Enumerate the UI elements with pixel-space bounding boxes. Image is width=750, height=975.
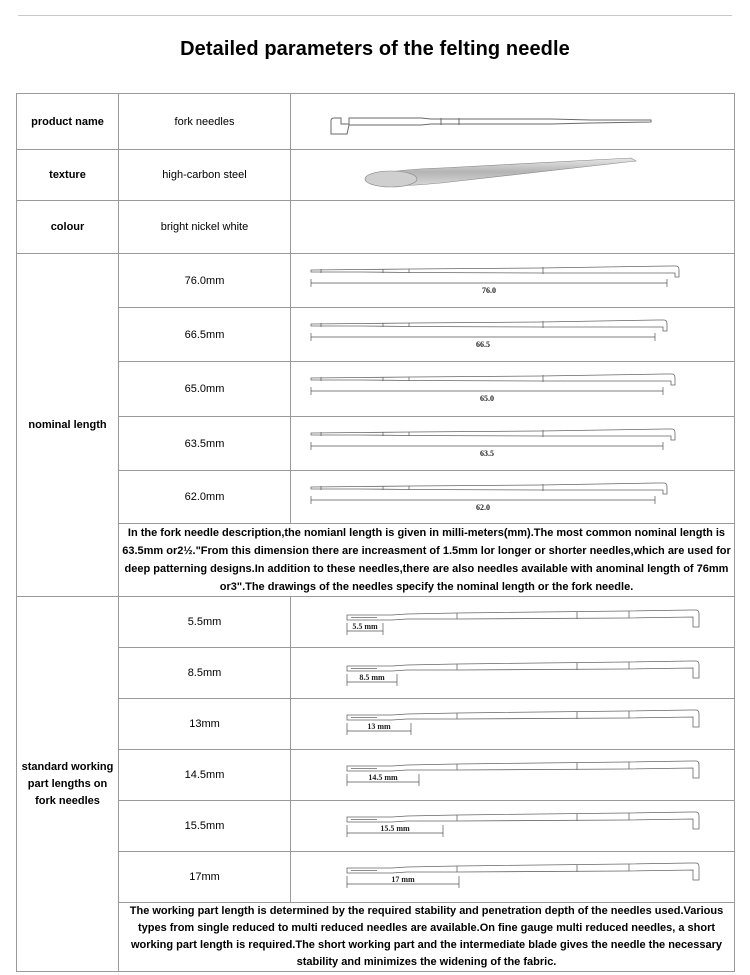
nominal-length-note: In the fork needle description,the nomianl length is given in milli-meters(mm).The most common nominal length is 63.5mm or2½."From this dimension there are increasment of 1.5mm lor longer or shorter needles,which are used for deep patterning designs.In addition to these needles,there are also needles available with anominal length of 76mm or3".The drawings of the needles specify the nominal length or the fork needle. — [119, 524, 735, 597]
dimension-label: 76.0 — [482, 286, 496, 295]
nominal-row — [17, 254, 735, 308]
working-needle-cell — [291, 648, 735, 699]
label-product-name: product name — [17, 94, 119, 150]
dimension-label: 66.5 — [476, 340, 490, 349]
dimension-label: 62.0 — [476, 503, 490, 512]
nominal-row — [17, 362, 735, 417]
colour-image-cell — [291, 201, 735, 254]
needle-outline — [311, 429, 675, 440]
steel-rod-illustration — [291, 150, 735, 201]
working-part-note: The working part length is determined by the required stability and penetration depth of the needles used.Various types from single reduced to multi reduced needles are available.On fine gauge multi reduced needles, a short working part length is required.The short working part and the intermediate blade gives the needle the necessary stability and minimizes the widening of the fabric. — [119, 903, 735, 972]
label-working-part: standard working part lengths on fork needles — [17, 597, 119, 972]
nominal-needle-drawing — [291, 417, 735, 470]
working-needle-drawing — [291, 852, 735, 902]
working-row — [17, 699, 735, 750]
nominal-needle-drawing — [291, 254, 735, 307]
working-needle-drawing — [291, 699, 735, 749]
nominal-needle-drawing — [291, 308, 735, 361]
working-needle-cell — [291, 852, 735, 903]
dimension-label: 13 mm — [367, 722, 391, 731]
nominal-value: 62.0mm — [119, 471, 291, 524]
working-needle-cell — [291, 750, 735, 801]
nominal-row — [17, 471, 735, 524]
nominal-needle-cell — [291, 417, 735, 471]
working-needle-drawing — [291, 801, 735, 851]
working-value: 8.5mm — [119, 648, 291, 699]
nominal-needle-drawing — [291, 362, 735, 416]
working-value: 13mm — [119, 699, 291, 750]
value-texture: high-carbon steel — [119, 150, 291, 201]
needle-outline — [347, 710, 699, 727]
working-row — [17, 597, 735, 648]
value-product-name: fork needles — [119, 94, 291, 150]
nominal-value: 63.5mm — [119, 417, 291, 471]
dimension-label: 63.5 — [480, 449, 494, 458]
page-title: Detailed parameters of the felting needle — [180, 38, 570, 60]
fork-needle-drawing — [291, 94, 735, 149]
row-texture — [17, 150, 735, 201]
working-row — [17, 852, 735, 903]
working-needle-drawing — [291, 597, 735, 647]
nominal-note-row — [17, 524, 735, 597]
nominal-needle-cell — [291, 254, 735, 308]
working-needle-drawing — [291, 648, 735, 698]
nominal-value: 66.5mm — [119, 308, 291, 362]
needle-outline — [347, 761, 699, 778]
needle-outline — [347, 661, 699, 678]
working-needle-drawing — [291, 750, 735, 800]
value-colour: bright nickel white — [119, 201, 291, 254]
steel-rod-drawing — [291, 150, 735, 200]
parameter-table — [16, 93, 735, 972]
needle-outline — [311, 483, 667, 494]
working-row — [17, 801, 735, 852]
working-value: 15.5mm — [119, 801, 291, 852]
label-colour: colour — [17, 201, 119, 254]
dimension-label: 8.5 mm — [359, 673, 385, 682]
working-needle-cell — [291, 597, 735, 648]
needle-outline — [311, 374, 675, 385]
needle-outline — [347, 610, 699, 627]
dimension-label: 15.5 mm — [380, 824, 410, 833]
working-value: 5.5mm — [119, 597, 291, 648]
dimension-label: 14.5 mm — [368, 773, 398, 782]
working-needle-cell — [291, 801, 735, 852]
working-value: 17mm — [119, 852, 291, 903]
dimension-label: 17 mm — [391, 875, 415, 884]
working-needle-cell — [291, 699, 735, 750]
nominal-needle-drawing — [291, 471, 735, 523]
needle-outline — [311, 266, 679, 277]
working-row — [17, 750, 735, 801]
row-product-name — [17, 94, 735, 150]
dimension-label: 5.5 mm — [352, 622, 378, 631]
working-row — [17, 648, 735, 699]
nominal-value: 76.0mm — [119, 254, 291, 308]
working-note-row — [17, 903, 735, 972]
label-nominal-length: nominal length — [17, 254, 119, 597]
nominal-row — [17, 308, 735, 362]
nominal-needle-cell — [291, 308, 735, 362]
top-rule — [18, 15, 732, 16]
working-value: 14.5mm — [119, 750, 291, 801]
nominal-needle-cell — [291, 362, 735, 417]
needle-outline — [311, 320, 667, 331]
nominal-row — [17, 417, 735, 471]
nominal-value: 65.0mm — [119, 362, 291, 417]
label-texture: texture — [17, 150, 119, 201]
fork-needle-illustration — [291, 94, 735, 150]
nominal-needle-cell — [291, 471, 735, 524]
dimension-label: 65.0 — [480, 394, 494, 403]
row-colour — [17, 201, 735, 254]
